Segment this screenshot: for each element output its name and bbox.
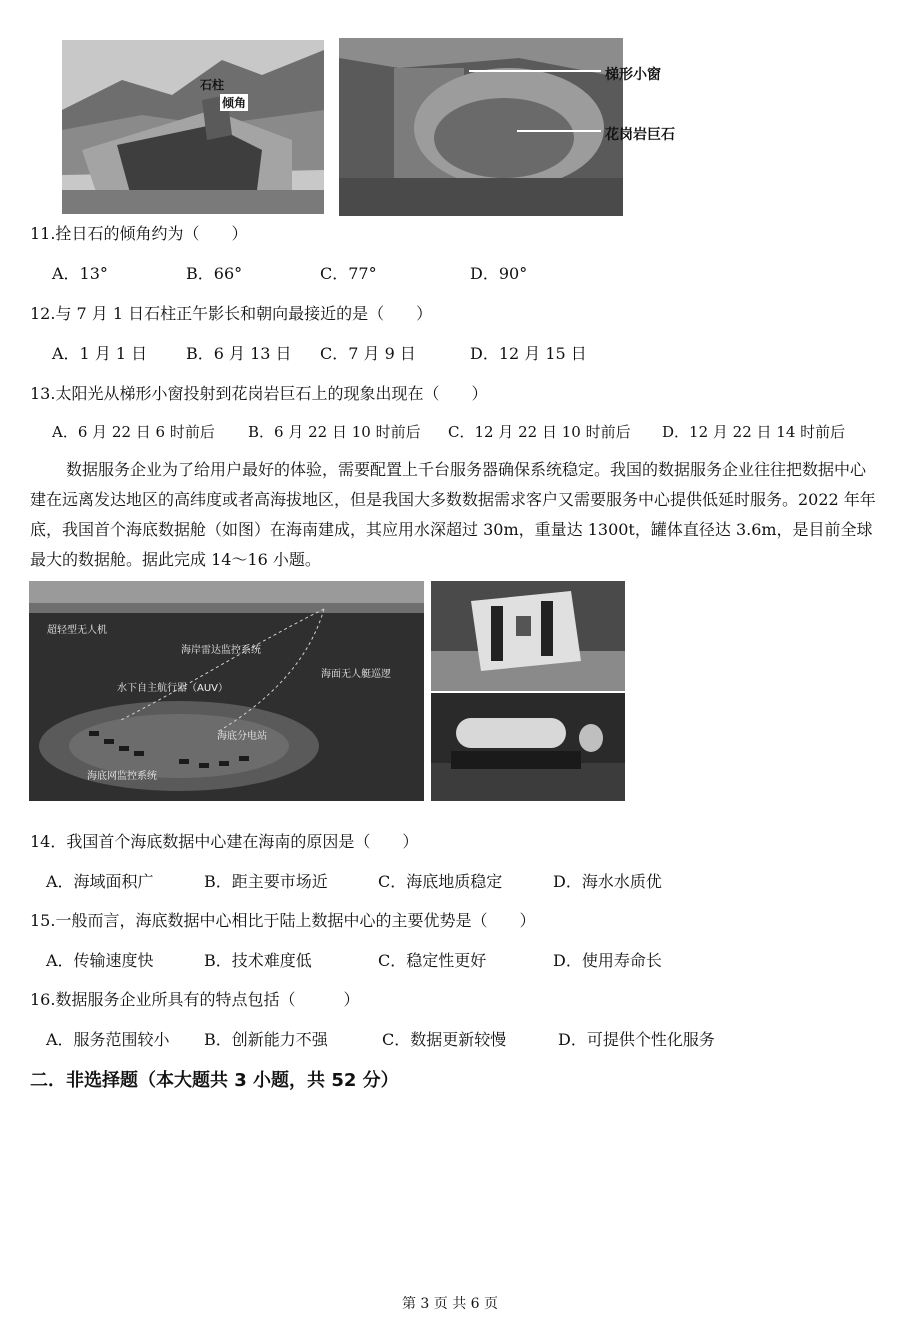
q13-option-c[interactable]: C．12 月 22 日 10 时前后 bbox=[448, 423, 631, 441]
q13-option-a[interactable]: A．6 月 22 日 6 时前后 bbox=[52, 423, 215, 441]
trapezoid-window-label: 梯形小窗 bbox=[605, 67, 661, 83]
q15-option-b[interactable]: B．技术难度低 bbox=[204, 951, 312, 970]
q11-option-d[interactable]: D．90° bbox=[470, 264, 528, 283]
q16-option-d[interactable]: D．可提供个性化服务 bbox=[558, 1030, 715, 1049]
question-14-stem: 14．我国首个海底数据中心建在海南的原因是（ ） bbox=[30, 832, 419, 851]
q11-option-a[interactable]: A．13° bbox=[52, 264, 108, 283]
data-center-passage: 数据服务企业为了给用户最好的体验，需要配置上千台服务器确保系统稳定。我国的数据服务企业往往把数据中心建在远离发达地区的高纬度或者高海拔地区，但是我国大多数数据需求客户又需要服务中心提供低延时服务。2022 年年底，我国首个海底数据舱（如图）在海南建成，其应用水深超过 30m，重量达 1300t，罐体直径达 3.6m，是目前全球最大的数据舱。据此完成 14～16 小题。 bbox=[30, 460, 876, 569]
data-cabin-drawing bbox=[431, 693, 625, 801]
section-2-heading: 二．非选择题（本大题共 3 小题，共 52 分） bbox=[30, 1070, 399, 1091]
q14-option-c[interactable]: C．海底地质稳定 bbox=[378, 872, 503, 891]
q12-option-c[interactable]: C．7 月 9 日 bbox=[320, 344, 416, 363]
granite-pointer-line bbox=[517, 130, 601, 132]
data-cabin-photo bbox=[431, 693, 625, 801]
question-12-stem: 12.与 7 月 1 日石柱正午影长和朝向最接近的是（ ） bbox=[30, 304, 433, 323]
subsea-datacenter-diagram bbox=[29, 581, 424, 801]
data-module-drawing bbox=[431, 581, 625, 691]
q13-option-d[interactable]: D．12 月 22 日 14 时前后 bbox=[662, 423, 846, 441]
q16-option-c[interactable]: C．数据更新较慢 bbox=[382, 1030, 507, 1049]
window-pointer-line bbox=[469, 70, 601, 72]
q11-option-c[interactable]: C．77° bbox=[320, 264, 377, 283]
granite-boulder-label: 花岗岩巨石 bbox=[605, 127, 675, 143]
intihuatana-photo bbox=[62, 40, 324, 214]
q15-option-a[interactable]: A．传输速度快 bbox=[46, 951, 154, 970]
auv-label: 水下自主航行器（AUV） bbox=[117, 683, 229, 694]
data-module-photo bbox=[431, 581, 625, 691]
question-16-stem: 16.数据服务企业所具有的特点包括（ ） bbox=[30, 990, 360, 1009]
seabed-monitor-label: 海底网监控系统 bbox=[87, 771, 157, 782]
drone-label: 超轻型无人机 bbox=[47, 625, 107, 636]
question-13-stem: 13.太阳光从梯形小窗投射到花岗岩巨石上的现象出现在（ ） bbox=[30, 384, 488, 403]
q14-option-b[interactable]: B．距主要市场近 bbox=[204, 872, 328, 891]
q14-option-d[interactable]: D．海水水质优 bbox=[553, 872, 662, 891]
q15-option-d[interactable]: D．使用寿命长 bbox=[553, 951, 662, 970]
page-footer: 第 3 页 共 6 页 bbox=[401, 1296, 499, 1312]
q16-option-a[interactable]: A．服务范围较小 bbox=[46, 1030, 170, 1049]
q15-option-c[interactable]: C．稳定性更好 bbox=[378, 951, 487, 970]
q12-option-a[interactable]: A．1 月 1 日 bbox=[52, 344, 148, 363]
q11-option-b[interactable]: B．66° bbox=[186, 264, 243, 283]
q12-option-d[interactable]: D．12 月 15 日 bbox=[470, 344, 587, 363]
stone-pillar-label: 石柱 bbox=[200, 78, 225, 92]
q14-option-a[interactable]: A．海域面积广 bbox=[46, 872, 154, 891]
tilt-angle-label: 倾角 bbox=[222, 96, 247, 110]
question-11-stem: 11.拴日石的倾角约为（ ） bbox=[30, 224, 248, 243]
temple-photo-drawing bbox=[339, 38, 623, 216]
intihuatana-photo-drawing bbox=[62, 40, 324, 214]
q16-option-b[interactable]: B．创新能力不强 bbox=[204, 1030, 328, 1049]
question-15-stem: 15.一般而言，海底数据中心相比于陆上数据中心的主要优势是（ ） bbox=[30, 911, 536, 930]
q12-option-b[interactable]: B．6 月 13 日 bbox=[186, 344, 292, 363]
substation-label: 海底分电站 bbox=[217, 731, 267, 742]
coastal-radar-label: 海岸雷达监控系统 bbox=[181, 645, 261, 656]
temple-photo bbox=[339, 38, 623, 216]
usv-patrol-label: 海面无人艇巡逻 bbox=[321, 669, 391, 680]
q13-option-b[interactable]: B．6 月 22 日 10 时前后 bbox=[248, 423, 421, 441]
